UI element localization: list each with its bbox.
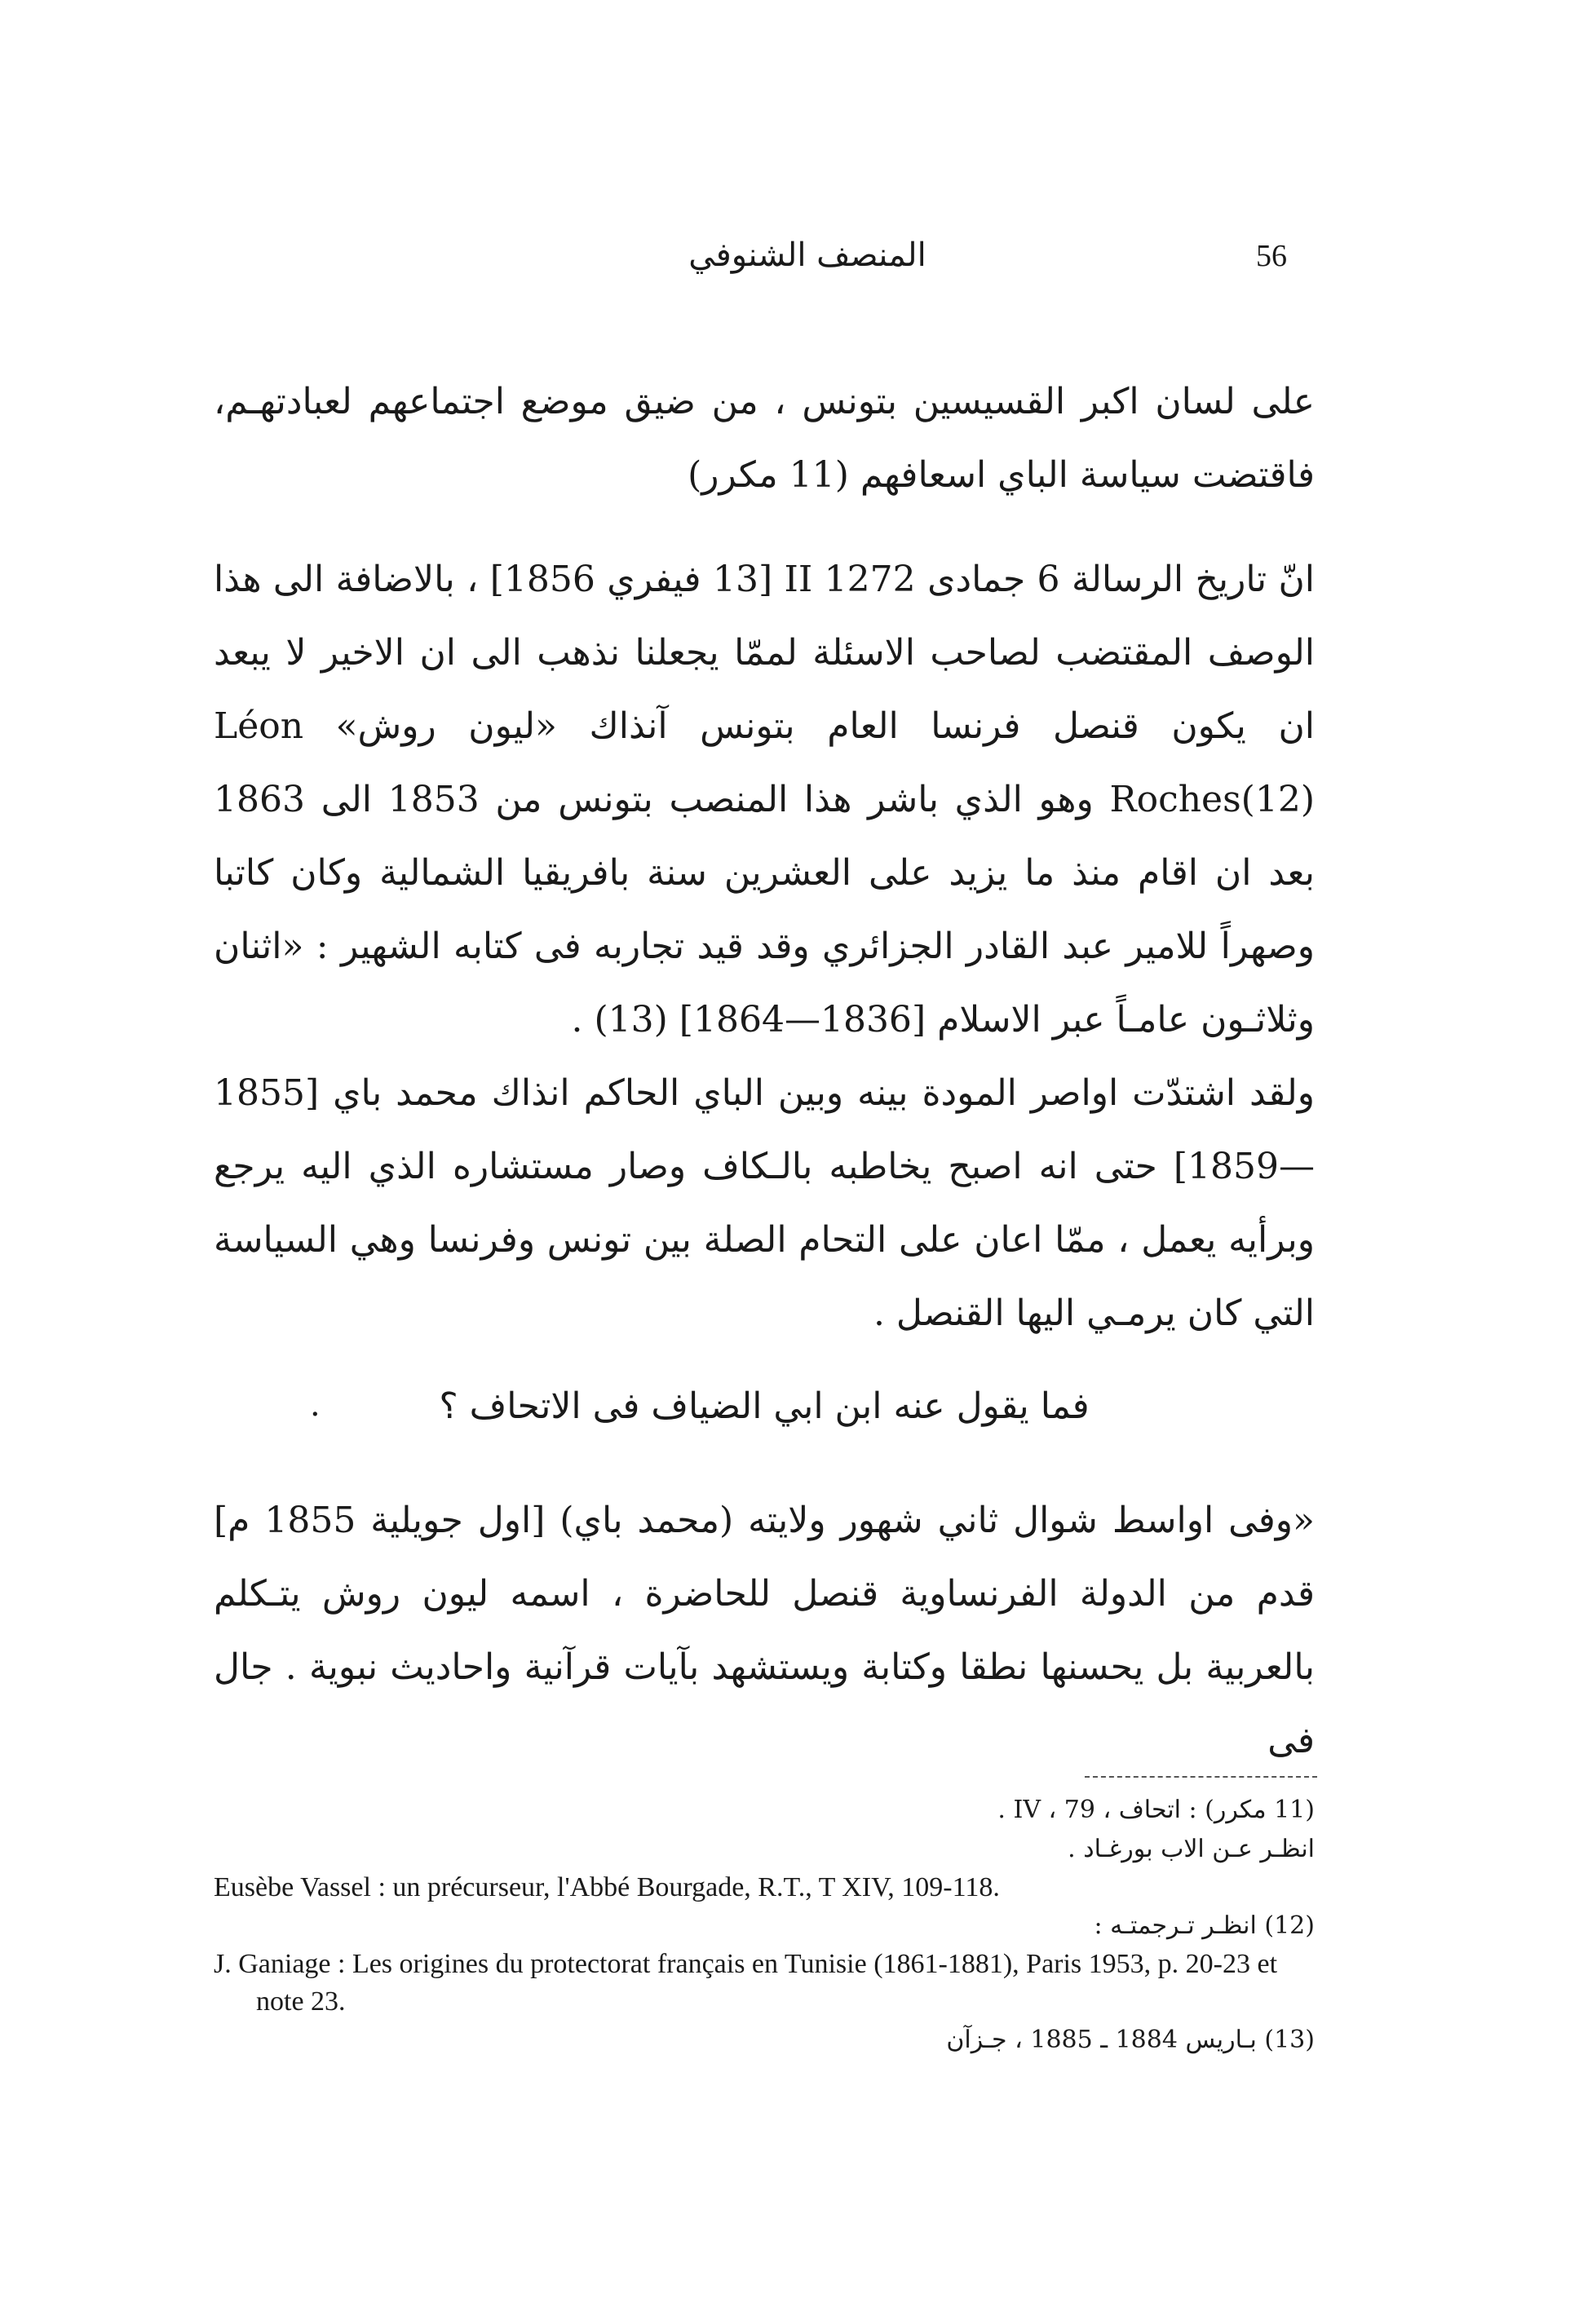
paragraph-text: انّ تاريخ الرسالة 6 جمادى II 1272 [13 فيفري 1856] ، بالاضافة الى هذا الوصف المقتضب لصاحب الاسئلة لممّا يجعلنا نذهب الى ان الاخير لا يبعد ان يكون قنصل فرنسا العام بتونس آنذاك «ليون روش» Léon Roches(12) وهو الذي باشر هذا المنصب بتونس من 1853 الى 1863 بعد ان اقام منذ ما يزيد على العشرين سنة بافريقيا الشمالية وكان كاتبا وصهراً للامير عبد القادر الجزائري وقد قيد تجاربه فى كتابه الشهير : «اثنان وثلاثـون عامـاً عبر الاسلام [1836—1864] (13) .: [214, 559, 1315, 1040]
footnotes: [214, 1791, 1315, 2060]
footnote-13: (13) بـاريس 1884 ـ 1885 ، جـزآن: [946, 2026, 1315, 2054]
running-title: المنصف الشنوفي: [688, 236, 926, 274]
paragraph-4: [214, 1370, 1315, 1443]
stray-dot: ·: [310, 1396, 321, 1434]
footnote-11: (11 مكرر) : اتحاف ، IV ، 79 .: [997, 1796, 1315, 1824]
paragraph-1: [214, 365, 1315, 512]
footnote-11-ref: انظـر عـن الاب بورغـاد .: [1068, 1835, 1315, 1863]
paragraph-text: «وفى اواسط شوال ثاني شهور ولايته (محمد باي) [اول جويلية 1855 م] قدم من الدولة الفرنساوية قنصل للحاضرة ، اسمه ليون روش يتـكلم بالعربية بل يحسنها نطقا وكتابة ويستشهد بآيات قرآنية واحاديث نبوية . جال فى: [214, 1500, 1315, 1761]
footnote-rule: [1085, 1776, 1317, 1778]
page-number: 56: [1256, 239, 1287, 273]
paragraph-3: [214, 1057, 1315, 1350]
footnote-12-citation: J. Ganiage : Les origines du protectorat français en Tunisie (1861-1881), Paris 1953, p. 20-23 et note 23.: [214, 1949, 1278, 2017]
paragraph-text: فما يقول عنه ابن ابي الضياف فى الاتحاف ؟: [439, 1385, 1090, 1427]
paragraph-2: [214, 543, 1315, 1057]
paragraph-text: على لسان اكبر القسيسين بتونس ، من ضيق موضع اجتماعهم لعبادتهـم، فاقتضت سياسة الباي اسعافهم (11 مكرر): [214, 381, 1315, 496]
footnote-12: (12) انظـر تـرجمتـه :: [1094, 1911, 1315, 1940]
footnote-11-citation: Eusèbe Vassel : un précurseur, l'Abbé Bourgade, R.T., T XIV, 109-118.: [214, 1872, 1000, 1902]
paragraph-5: [214, 1484, 1315, 1778]
paragraph-text: ولقد اشتدّت اواصر المودة بينه وبين الباي الحاكم انذاك محمد باي [1855—1859] حتى انه اصبح يخاطبه بالـكاف وصار مستشاره الذي اليه يرجع وبرأيه يعمل ، ممّا اعان على التحام الصلة بين تونس وفرنسا وهي السياسة التي كان يرمـي اليها القنصل .: [214, 1072, 1315, 1334]
